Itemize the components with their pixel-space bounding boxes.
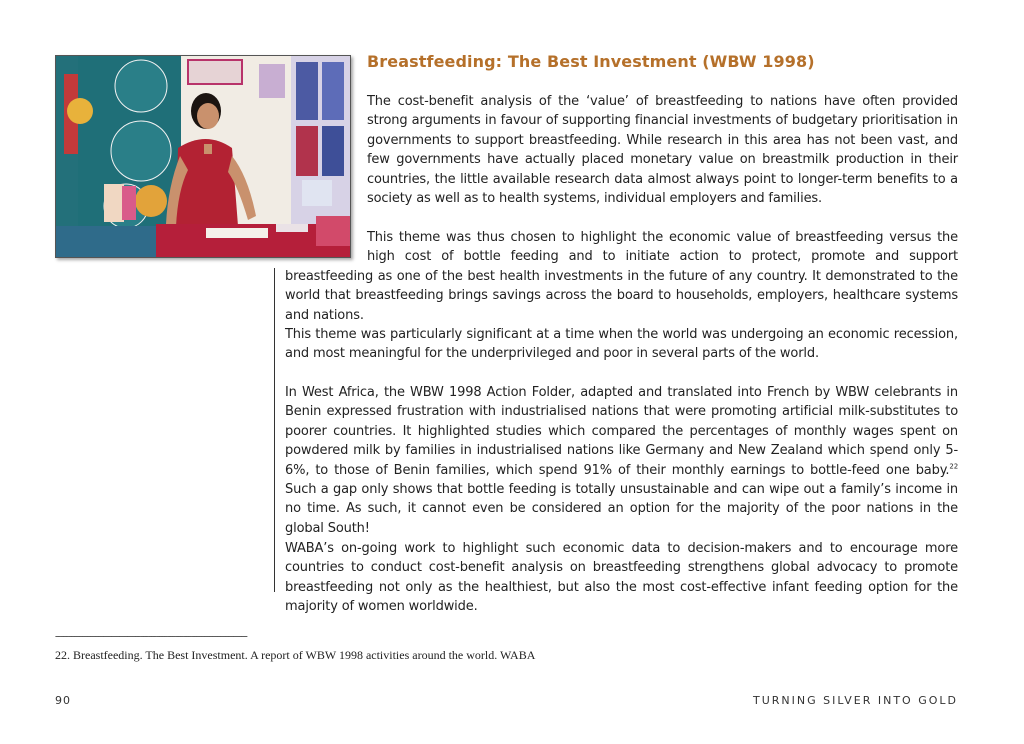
- footnote-reference[interactable]: 22: [949, 462, 958, 471]
- paragraph-2: [285, 228, 958, 325]
- paragraph-2-text: This theme was thus chosen to highlight the economic value of breastfeeding versus the high cost of bottle feeding and to initiate action to protect, promote and support breastfeeding as one of the best health investments in the future of any country. It demonstrated to the world that breastfeeding brings savings across the board to households, employers, healthcare systems and nations.: [285, 230, 958, 323]
- paragraph-4-text-b: Such a gap only shows that bottle feeding is totally unsustainable and can wipe out a family’s income in no time. As such, it cannot even be considered an option for the majority of the poor nations in the global South!: [285, 482, 958, 536]
- paragraph-3: This theme was particularly significant at a time when the world was undergoing an economic recession, and most meaningful for the underprivileged and poor in several parts of the world.: [285, 327, 958, 362]
- footnote-text: 22. Breastfeeding. The Best Investment. A report of WBW 1998 activities around the world. WABA: [55, 648, 536, 662]
- running-title: TURNING SILVER INTO GOLD: [752, 694, 958, 707]
- paragraph-2-indent: [285, 228, 367, 266]
- paragraph-4-text-a: In West Africa, the WBW 1998 Action Folder, adapted and translated into French by WBW celebrants in Benin expressed frustration with industrialised nations that were promoting artificial milk-substitutes to poorer countries. It highlighted studies which compared the percentages of monthly wages spent on powdered milk by families in industrialised nations like Germany and New Zealand which spend only 5-6%, to those of Benin families, which spend 91% of their monthly earnings to bottle-feed one baby.: [285, 385, 958, 478]
- paragraph-5: WABA’s on-going work to highlight such economic data to decision-makers and to encourage more countries to conduct cost-benefit analysis on breastfeeding strengthens global advocacy to promote breastfeeding not only as the healthiest, but also the most cost-effective infant feeding option for the majority of women worldwide.: [285, 541, 958, 615]
- section-heading: Breastfeeding: The Best Investment (WBW 1998): [367, 52, 815, 71]
- margin-rule: [274, 268, 275, 592]
- paragraph-4: [285, 383, 958, 538]
- exhibition-photo-illustration: [56, 56, 350, 257]
- page-number: 90: [55, 694, 71, 707]
- footnote-separator: ------------------------------------------------------------------------: [55, 630, 247, 642]
- paragraph-1: The cost-benefit analysis of the ‘value’ of breastfeeding to nations have often provided strong arguments in favour of supporting financial investments of budgetary prioritisation in governments to support breastfeeding. While research in this area has not been vast, and few governments have actually placed monetary value on breastmilk production in their countries, the little available research data almost always point to longer-term benefits to a society as well as to health systems, individual employers and families.: [367, 94, 958, 207]
